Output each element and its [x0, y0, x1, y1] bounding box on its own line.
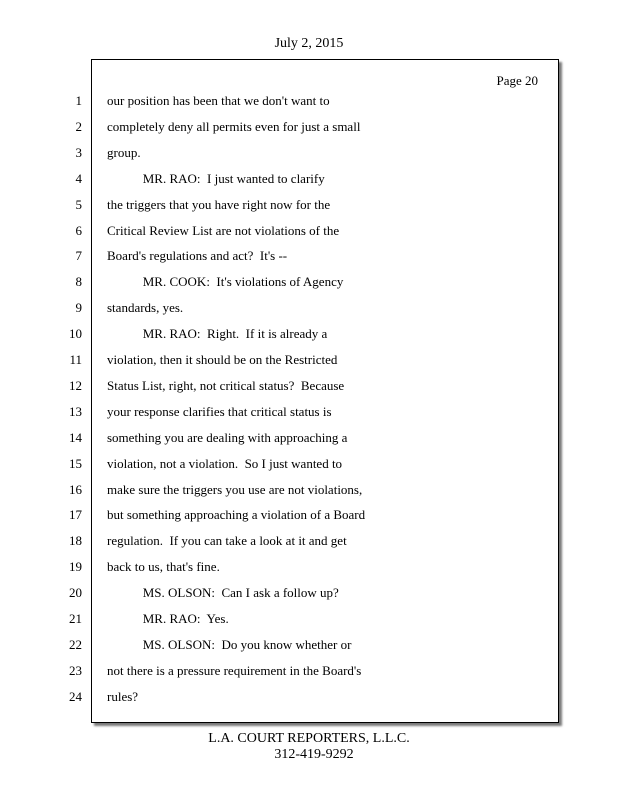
transcript-line: [0, 506, 618, 532]
transcript-line: [0, 144, 618, 170]
transcript-line: [0, 455, 618, 481]
transcript-line: [0, 688, 618, 714]
line-text: MS. OLSON: Can I ask a follow up?: [107, 585, 339, 601]
transcript-line: [0, 325, 618, 351]
transcript-line: [0, 636, 618, 662]
transcript-line: [0, 351, 618, 377]
line-text: standards, yes.: [107, 300, 184, 316]
line-number: 23: [69, 662, 82, 678]
court-reporter-company: L.A. COURT REPORTERS, L.L.C.: [208, 731, 410, 746]
line-text: violation, then it should be on the Restricted: [107, 352, 338, 367]
line-text: Board's regulations and act? It's --: [107, 248, 288, 264]
transcript-line: [0, 429, 618, 455]
transcript-line: [0, 196, 618, 222]
line-text: MR. COOK: It's violations of Agency: [107, 274, 344, 290]
line-text: something you are dealing with approaching a: [107, 429, 348, 445]
transcript-line: [0, 247, 618, 273]
line-text: MR. RAO: Yes.: [107, 611, 229, 626]
line-text: rules?: [107, 688, 139, 704]
line-text: back to us, that's fine.: [107, 559, 220, 575]
transcript-line: [0, 584, 618, 610]
line-text: group.: [107, 144, 141, 160]
transcript-line: [0, 299, 618, 325]
line-number: 13: [69, 403, 82, 419]
line-number: 2: [75, 118, 82, 134]
line-text: but something approaching a violation of a Board: [107, 507, 366, 523]
transcript-line: [0, 377, 618, 403]
line-number: 1: [75, 93, 82, 108]
transcript-line: [0, 403, 618, 429]
line-text: not there is a pressure requirement in the Board's: [107, 662, 362, 678]
line-number: 5: [75, 196, 82, 212]
transcript-line: [0, 273, 618, 299]
line-text: MR. RAO: Right. If it is already a: [107, 326, 328, 342]
line-number: 10: [69, 326, 82, 342]
transcript-line: [0, 481, 618, 507]
line-number: 19: [69, 559, 82, 575]
line-text: regulation. If you can take a look at it and get: [107, 533, 347, 549]
line-number: 16: [69, 481, 82, 497]
transcript-line: [0, 610, 618, 636]
line-text: the triggers that you have right now for the: [107, 196, 331, 212]
line-number: 6: [75, 222, 82, 238]
line-text: MS. OLSON: Do you know whether or: [107, 636, 352, 652]
transcript-line: [0, 532, 618, 558]
line-number: 7: [75, 248, 82, 264]
line-text: MR. RAO: I just wanted to clarify: [107, 170, 325, 186]
line-text: Status List, right, not critical status? Because: [107, 377, 345, 393]
line-text: Critical Review List are not violations of the: [107, 222, 340, 238]
line-number: 15: [69, 455, 82, 471]
line-number: 24: [69, 688, 82, 704]
line-number: 18: [69, 533, 82, 549]
transcript-line: [0, 558, 618, 584]
court-reporter-phone: 312-419-9292: [274, 747, 354, 762]
line-number: 21: [69, 611, 82, 626]
transcript-line: [0, 92, 618, 118]
line-number: 11: [69, 352, 82, 367]
line-text: violation, not a violation. So I just wanted to: [107, 455, 343, 471]
line-number: 12: [69, 377, 82, 393]
transcript-line: [0, 118, 618, 144]
line-text: completely deny all permits even for just a small: [107, 118, 361, 134]
transcript-line: [0, 170, 618, 196]
line-number: 20: [69, 585, 82, 601]
transcript-line: [0, 662, 618, 688]
line-number: 14: [69, 429, 82, 445]
line-number: 22: [69, 636, 82, 652]
line-number: 4: [75, 170, 82, 186]
line-number: 17: [69, 507, 82, 523]
line-text: your response clarifies that critical status is: [107, 403, 332, 419]
transcript-line: [0, 222, 618, 248]
line-number: 9: [75, 300, 82, 316]
line-text: our position has been that we don't want to: [107, 93, 330, 108]
transcript-date: July 2, 2015: [274, 36, 344, 51]
line-number: 3: [75, 144, 82, 160]
line-text: make sure the triggers you use are not violations,: [107, 481, 363, 497]
page-number: Page 20: [496, 73, 538, 88]
line-number: 8: [75, 274, 82, 290]
page-footer: [0, 731, 618, 763]
